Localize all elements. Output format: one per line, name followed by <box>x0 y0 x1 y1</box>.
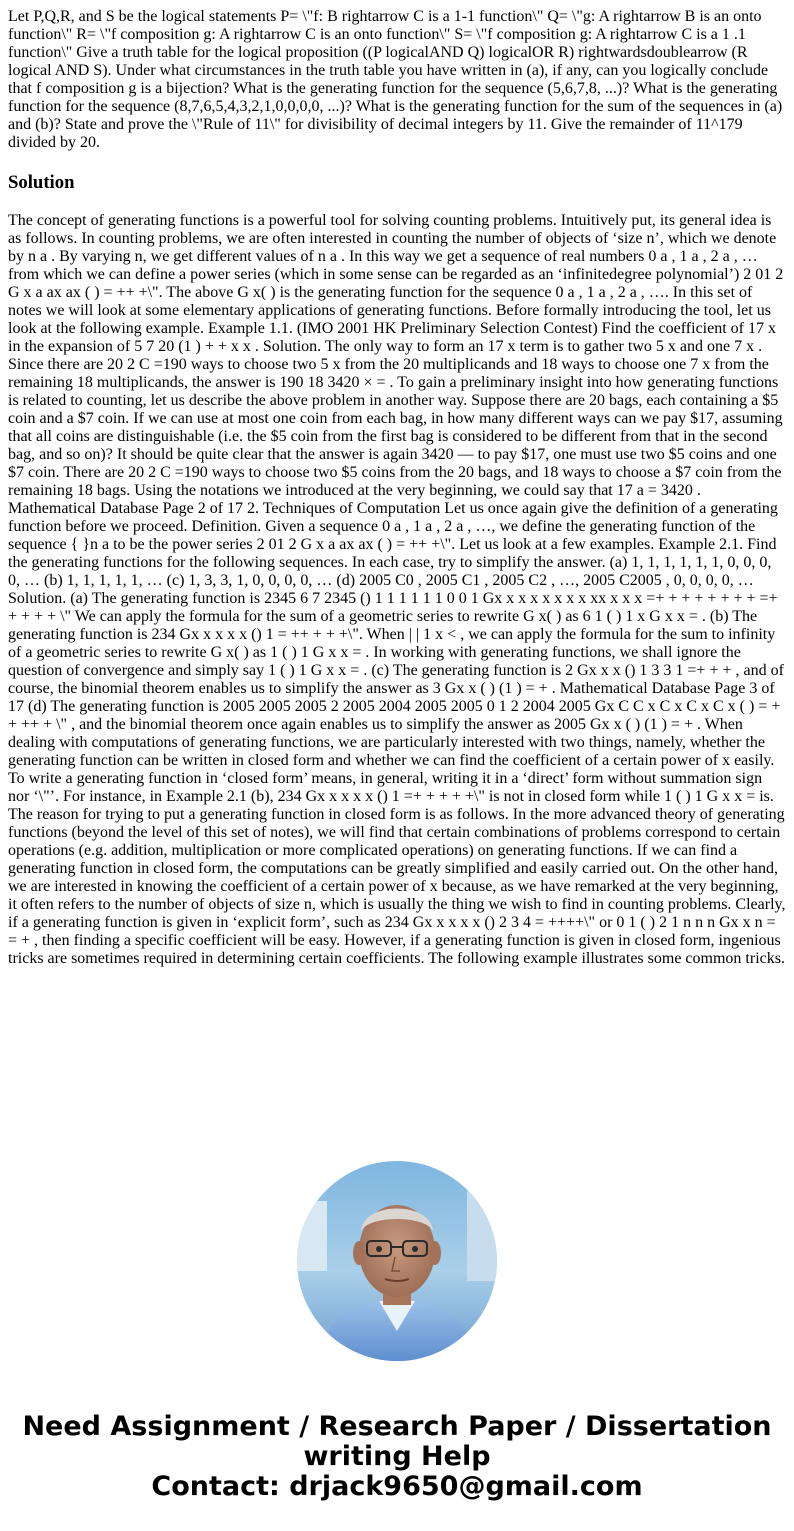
document-content <box>0 8 794 968</box>
banner-line-2: writing Help <box>303 1441 491 1472</box>
contact-banner <box>0 1412 794 1502</box>
banner-contact-line: Contact: drjack9650@gmail.com <box>151 1471 643 1502</box>
question-text: Let P,Q,R, and S be the logical statements P= \"f: B rightarrow C is a 1-1 function\" Q= \"g: A rightarrow B is an onto function\" R= \"f composition g: A rightarrow C is an onto function\" S= \"f composition g: A rightarrow C is a 1 .1 function\" Give a truth table for the logical proposition ((P logicalAND Q) logicalOR R) rightwardsdoublearrow (R logical AND S). Under what circumstances in the truth table you have written in (a), if any, can you logically conclude that f composition g is a bijection? What is the generating function for the sequence (5,6,7,8, ...)? What is the generating function for the sequence (8,7,6,5,4,3,2,1,0,0,0,0, ...)? What is the generating function for the sum of the sequences in (a) and (b)? State and prove the \"Rule of 11\" for divisibility of decimal integers by 11. Give the remainder of 11^179 divided by 20. <box>8 8 783 151</box>
author-photo-icon <box>297 1161 497 1361</box>
banner-line-1: Need Assignment / Research Paper / Dissertation <box>22 1411 772 1442</box>
solution-body: The concept of generating functions is a powerful tool for solving counting problems. Intuitively put, its general idea is as follows. In counting problems, we are often interested in counting the number of objects of ‘size n’, which we denote by n a . By varying n, we get different values of n a . In this way we get a sequence of real numbers 0 a , 1 a , 2 a , … from which we can define a power series (which in some sense can be regarded as an ‘infinitedegree polynomial’) 2 01 2 G x a ax ax ( ) = ++ +\". The above G x( ) is the generating function for the sequence 0 a , 1 a , 2 a , …. In this set of notes we will look at some elementary applications of generating functions. Before formally introducing the tool, let us look at the following example. Example 1.1. (IMO 2001 HK Preliminary Selection Contest) Find the coefficient of 17 x in the expansion of 5 7 20 (1 ) + + x x . Solution. The only way to form an 17 x term is to gather two 5 x and one 7 x . Since there are 20 2 C =190 ways to choose two 5 x from the 20 multiplicands and 18 ways to choose one 7 x from the remaining 18 multiplicands, the answer is 190 18 3420 × = . To gain a preliminary insight into how generating functions is related to counting, let us describe the above problem in another way. Suppose there are 20 bags, each containing a $5 coin and a $7 coin. If we can use at most one coin from each bag, in how many different ways can we pay $17, assuming that all coins are distinguishable (i.e. the $5 coin from the first bag is considered to be different from that in the second bag, and so on)? It should be quite clear that the answer is again 3420 — to pay $17, one must use two $5 coins and one $7 coin. There are 20 2 C =190 ways to choose two $5 coins from the 20 bags, and 18 ways to choose a $7 coin from the remaining 18 bags. Using the notations we introduced at the very beginning, we could say that 17 a = 3420 . Mathematical Database Page 2 of 17 2. Techniques of Computation Let us once again give the definition of a generating function before we proceed. Definition. Given a sequence 0 a , 1 a , 2 a , …, we define the generating function of the sequence { }n a to be the power series 2 01 2 G x a ax ax ( ) = ++ +\". Let us look at a few examples. Example 2.1. Find the generating functions for the following sequences. In each case, try to simplify the answer. (a) 1, 1, 1, 1, 1, 1, 0, 0, 0, 0, … (b) 1, 1, 1, 1, 1, … (c) 1, 3, 3, 1, 0, 0, 0, 0, … (d) 2005 C0 , 2005 C1 , 2005 C2 , …, 2005 C2005 , 0, 0, 0, 0, … Solution. (a) The generating function is 2345 6 7 2345 () 1 1 1 1 1 1 0 0 1 Gx x x x x x x x xx x x x =+ + + + + + + + =+ + + + + \" We can apply the formula for the sum of a geometric series to rewrite G x( ) as 6 1 ( ) 1 x G x x = . (b) The generating function is 234 Gx x x x x () 1 = ++ + + +\". When | | 1 x < , we can apply the formula for the sum to infinity of a geometric series to rewrite G x( ) as 1 ( ) 1 G x x = . In working with generating functions, we shall ignore the question of convergence and simply say 1 ( ) 1 G x x = . (c) The generating function is 2 Gx x x () 1 3 3 1 =+ + + , and of course, the binomial theorem enables us to simplify the answer as 3 Gx x ( ) (1 ) = + . Mathematical Database Page 3 of 17 (d) The generating function is 2005 2005 2005 2 2005 2004 2005 2005 0 1 2 2004 2005 Gx C C x C x C x C x ( ) = + + ++ + \" , and the binomial theorem once again enables us to simplify the answer as 2005 Gx x ( ) (1 ) = + . When dealing with computations of generating functions, we are particularly interested with two things, namely, whether the generating function can be written in closed form and whether we can find the coefficient of a certain power of x easily. To write a generating function in ‘closed form’ means, in general, writing it in a ‘direct’ form without summation sign nor ‘\"’. For instance, in Example 2.1 (b), 234 Gx x x x x () 1 =+ + + + +\" is not in closed form while 1 ( ) 1 G x x = is. The reason for trying to put a generating function in closed form is as follows. In the more advanced theory of generating functions (beyond the level of this set of notes), we will find that certain combinations of problems correspond to certain operations (e.g. addition, multiplication or more complicated operations) on generating functions. If we can find a generating function in closed form, the computations can be greatly simplified and easily carried out. On the other hand, we are interested in knowing the coefficient of a certain power of x because, as we have remarked at the very beginning, it often refers to the number of objects of size n, which is usually the thing we wish to find in counting problems. Clearly, if a generating function is given in ‘explicit form’, such as 234 Gx x x x x () 2 3 4 = ++++\" or 0 1 ( ) 2 1 n n n Gx x n = = + , then finding a specific coefficient will be easy. However, if a generating function is given in closed form, ingenious tricks are sometimes required in determining certain coefficients. The following example illustrates some common tricks. <box>8 212 786 967</box>
solution-heading: Solution <box>8 172 75 193</box>
author-avatar <box>297 1161 497 1361</box>
